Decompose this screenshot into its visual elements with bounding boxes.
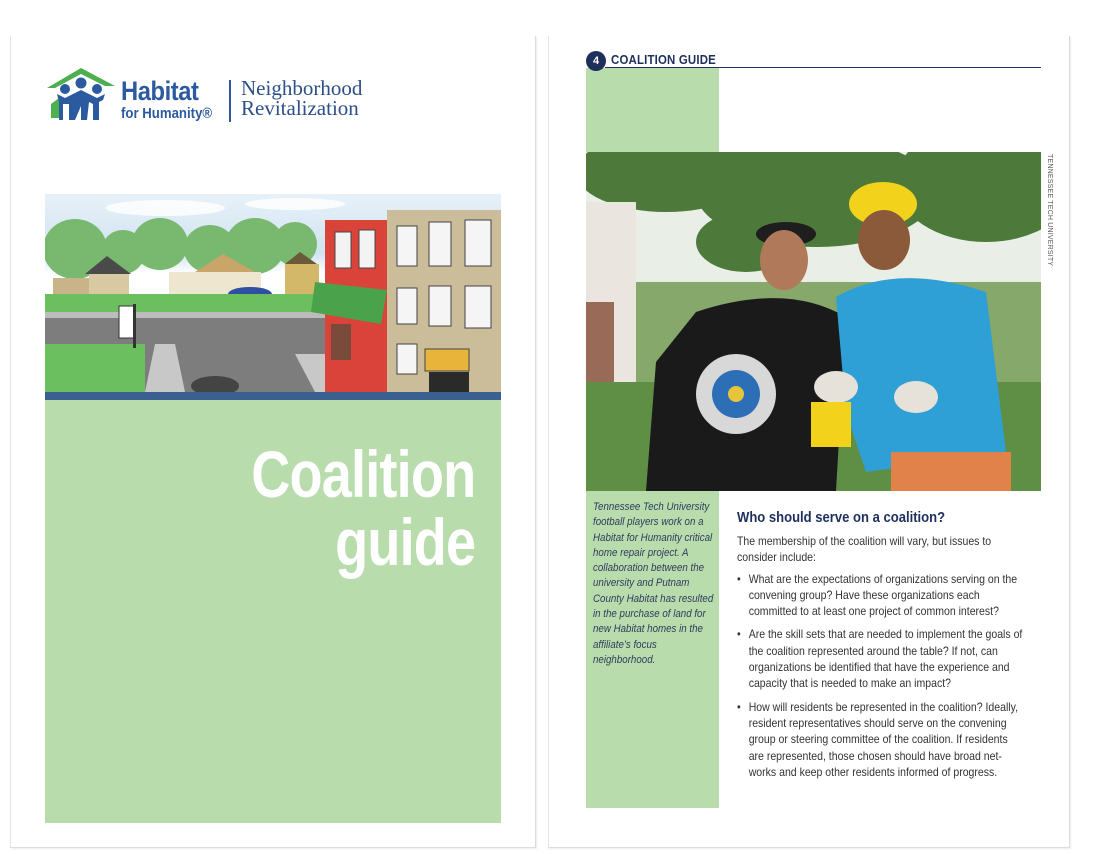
bullet-item: • What are the expectations of organizations serving on the convening group? Have these organizations each committed to at least one project of common interest? [737,572,1023,621]
page-number-badge: 4 [586,51,606,71]
logo-program-line1: Neighborhood [241,76,363,100]
cover-green-block [45,400,501,823]
bullet-list [737,572,1023,782]
habitat-logo [45,64,385,128]
logo-divider [229,80,231,122]
intro-paragraph: The membership of the coalition will vary, but issues to consider include: [737,535,992,565]
header-rule [605,67,1041,68]
bullet-item: • How will residents be represented in the coalition? Ideally, resident representatives should serve on the convening group or steering committee of the coalition. If residents are represented, those chosen should have broad net-works and keep other residents informed of progress. [737,700,1023,781]
cover-title-line2: guide [334,505,475,579]
cover-page [10,36,536,848]
street-scene-illustration [45,194,501,392]
neighborhood-illustration [45,194,501,392]
volunteers-photo [586,152,1041,491]
logo-program-name [241,78,362,118]
logo-program-line2: Revitalization [241,96,359,120]
habitat-house-people-icon [45,64,117,124]
content-page [548,36,1070,848]
running-header: COALITION GUIDE [611,52,716,67]
cover-title [250,437,475,579]
cover-blue-band [45,392,501,400]
photo-credit: TENNESSEE TECH UNIVERSITY [1046,154,1053,267]
cover-title-line1: Coalition [250,437,475,511]
photo-caption: Tennessee Tech University football players work on a Habitat for Humanity critical home repair project. A collaboration between the university and Putnam County Habitat has resulted in the purchase of land for new Habitat homes in the affiliate’s focus neighborhood. [593,501,714,666]
volunteers-photo-image [586,152,1041,491]
logo-habitat-text: Habitat [121,76,199,106]
bullet-item: • Are the skill sets that are needed to implement the goals of the coalition represented around the table? If not, can organizations be identified that have the experience and capacity that is needed to make an impact? [737,627,1023,692]
body-text [737,534,1023,788]
logo-for-humanity-text: for Humanity® [121,105,213,122]
section-heading: Who should serve on a coalition? [737,510,946,526]
